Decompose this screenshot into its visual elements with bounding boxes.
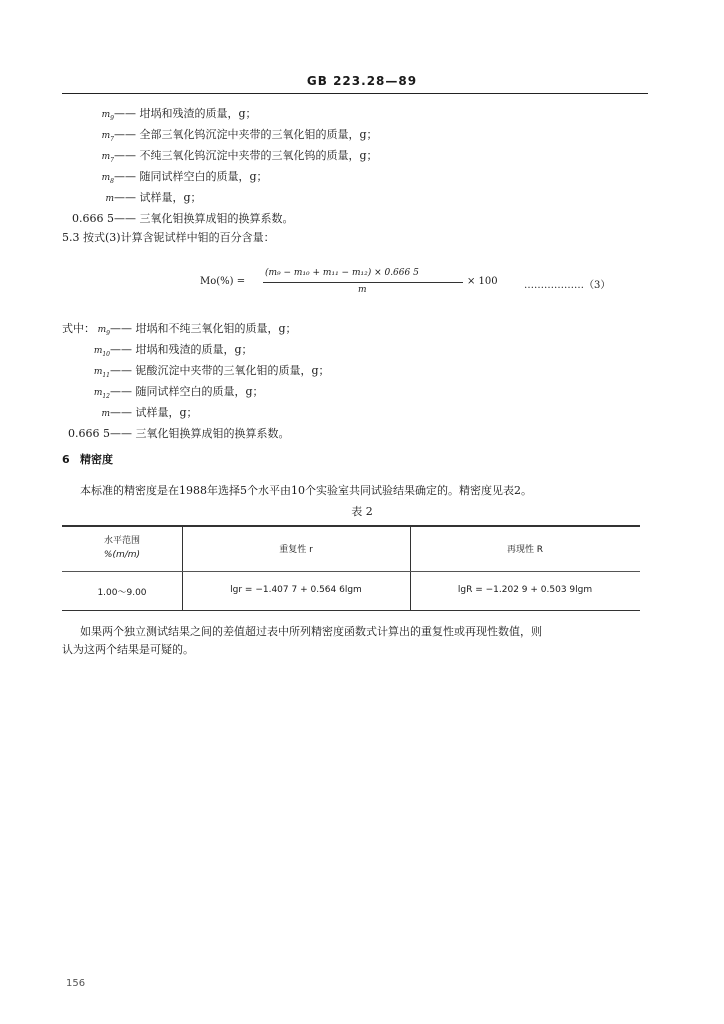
definition-symbol	[34, 212, 114, 231]
definition-text: —— 全部三氧化钨沉淀中夹带的三氧化钼的质量，g；	[114, 128, 378, 141]
formula-number: ………………（3）	[524, 280, 611, 291]
table-divider-2	[410, 527, 411, 610]
precision-paragraph: 本标准的精密度是在1988年选择5个水平由10个实验室共同试验结果确定的。精密度见表2。	[80, 484, 532, 497]
precision-table	[62, 525, 640, 611]
definition-symbol	[30, 322, 110, 341]
table-header-rule	[62, 571, 640, 572]
header-rule	[62, 93, 648, 94]
section-6-number: 6	[62, 453, 70, 466]
symbol-letter: m	[93, 367, 103, 377]
definition-text: —— 三氧化钼换算成钼的换算系数。	[110, 427, 290, 440]
definition-text: —— 试样量，g；	[114, 191, 202, 204]
table-caption: 表 2	[351, 505, 373, 518]
cell-reproducibility: lgR = −1.202 9 + 0.503 9lgm	[457, 585, 593, 595]
definition-symbol	[30, 385, 110, 404]
definition-text: —— 坩埚和残渣的质量，g；	[110, 343, 253, 356]
symbol-subscript: 10	[102, 351, 110, 359]
definition-symbol	[30, 427, 110, 446]
symbol-letter: 0.666 5	[72, 212, 114, 225]
formula-times: × 100	[467, 276, 498, 287]
symbol-subscript: 11	[102, 372, 110, 380]
symbol-letter: m	[101, 409, 110, 419]
fraction-bar	[263, 282, 463, 283]
definition-symbol	[34, 170, 114, 189]
header-reproducibility: 再现性 R	[506, 545, 544, 555]
symbol-letter: m	[101, 173, 111, 183]
symbol-subscript: 12	[102, 393, 110, 401]
table-divider-1	[182, 527, 183, 610]
symbol-letter: 0.666 5	[68, 427, 110, 440]
symbol-subscript: 9	[110, 115, 114, 123]
symbol-letter: m	[105, 194, 114, 204]
formula-lhs: Mo(%) =	[200, 276, 246, 287]
page-number: 156	[66, 978, 86, 989]
definition-symbol	[30, 406, 110, 425]
conclusion-line-1: 如果两个独立测试结果之间的差值超过表中所列精密度函数式计算出的重复性或再现性数值，则	[80, 625, 542, 638]
header-repeatability: 重复性 r	[279, 545, 313, 555]
formula-denominator: m	[358, 285, 367, 295]
definition-text: —— 不纯三氧化钨沉淀中夹带的三氧化钨的质量，g；	[114, 149, 378, 162]
where-label: 式中：	[62, 322, 95, 335]
symbol-subscript: 7	[110, 157, 114, 165]
definition-text: —— 随同试样空白的质量，g；	[110, 385, 264, 398]
cell-repeatability: lgr = −1.407 7 + 0.564 6lgm	[230, 585, 362, 595]
definition-text: —— 铌酸沉淀中夹带的三氧化钼的质量，g；	[110, 364, 330, 377]
section-5-3: 5.3 按式(3)计算含铌试样中钼的百分含量：	[62, 231, 275, 244]
header-level-range: 水平范围	[103, 536, 140, 546]
symbol-letter: m	[101, 152, 111, 162]
definition-text: —— 试样量，g；	[110, 406, 198, 419]
definition-text: —— 随同试样空白的质量，g；	[114, 170, 268, 183]
definition-text: —— 三氧化钼换算成钼的换算系数。	[114, 212, 294, 225]
symbol-subscript: 9	[106, 330, 110, 338]
symbol-subscript: 8	[110, 178, 114, 186]
definition-text: —— 坩埚和残渣的质量，g；	[114, 107, 257, 120]
definition-symbol	[34, 107, 114, 126]
definition-symbol	[34, 149, 114, 168]
definition-text: —— 坩埚和不纯三氧化钼的质量，g；	[110, 322, 297, 335]
symbol-letter: m	[101, 131, 111, 141]
standard-header: GB 223.28—89	[306, 74, 418, 88]
header-level-unit: %(m/m)	[103, 550, 141, 560]
symbol-subscript: 7	[110, 136, 114, 144]
formula-numerator: (m₉ − m₁₀ + m₁₁ − m₁₂) × 0.666 5	[265, 268, 419, 278]
conclusion-line-2: 认为这两个结果是可疑的。	[62, 643, 194, 656]
definition-symbol	[30, 343, 110, 362]
symbol-letter: m	[97, 325, 107, 335]
definition-symbol	[30, 364, 110, 383]
cell-level-range: 1.00～9.00	[97, 588, 147, 598]
definition-symbol	[34, 128, 114, 147]
section-6-title: 精密度	[80, 453, 113, 466]
symbol-letter: m	[93, 346, 103, 356]
symbol-letter: m	[101, 110, 111, 120]
definition-symbol	[34, 191, 114, 210]
symbol-letter: m	[93, 388, 103, 398]
